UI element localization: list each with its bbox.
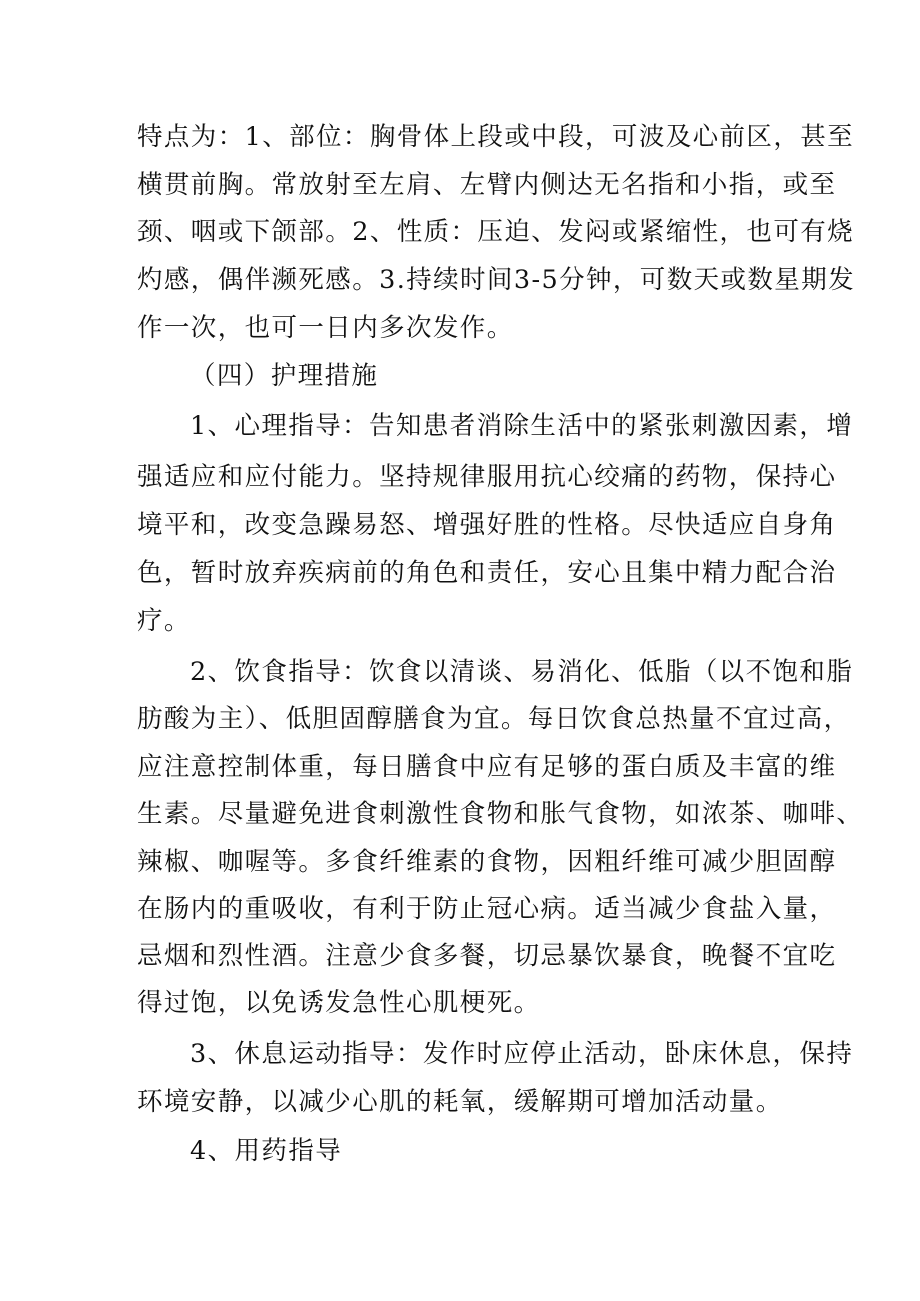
text-line: 环境安静，以减少心肌的耗氧，缓解期可增加活动量。 xyxy=(137,1087,783,1117)
text-line: 颈、咽或下颌部。2、性质：压迫、发闷或紧缩性，也可有烧 xyxy=(137,217,855,247)
paragraph-first-line: 4、用药指导 xyxy=(190,1136,343,1166)
text-line: 境平和，改变急躁易怒、增强好胜的性格。尽快适应自身角 xyxy=(137,510,837,540)
text-line: 作一次，也可一日内多次发作。 xyxy=(137,313,514,343)
text-line: 疗。 xyxy=(137,606,191,636)
text-line: 忌烟和烈性酒。注意少食多餐，切忌暴饮暴食，晚餐不宜吃 xyxy=(137,941,837,971)
paragraph-first-line: 2、饮食指导：饮食以清谈、易消化、低脂（以不饱和脂 xyxy=(190,657,854,687)
text-line: 横贯前胸。常放射至左肩、左臂内侧达无名指和小指，或至 xyxy=(137,170,837,200)
text-line: 在肠内的重吸收，有利于防止冠心病。适当减少食盐入量， xyxy=(137,894,837,924)
section-heading: （四）护理措施 xyxy=(190,361,379,391)
text-line: 辣椒、咖喔等。多食纤维素的食物，因粗纤维可减少胆固醇 xyxy=(137,847,837,877)
text-line: 肪酸为主）、低胆固醇膳食为宜。每日饮食总热量不宜过高， xyxy=(137,704,851,734)
text-line: 得过饱，以免诱发急性心肌梗死。 xyxy=(137,988,541,1018)
text-line: 生素。尽量避免进食刺激性食物和胀气食物，如浓茶、咖啡、 xyxy=(137,799,864,829)
paragraph-first-line: 3、休息运动指导：发作时应停止活动，卧床休息，保持 xyxy=(190,1039,854,1069)
text-line: 色，暂时放弃疾病前的角色和责任，安心且集中精力配合治 xyxy=(137,558,837,588)
paragraph-first-line: 1、心理指导：告知患者消除生活中的紧张刺激因素，增 xyxy=(190,411,854,441)
text-line: 应注意控制体重，每日膳食中应有足够的蛋白质及丰富的维 xyxy=(137,752,837,782)
text-line: 灼感，偶伴濒死感。3.持续时间3-5分钟，可数天或数星期发 xyxy=(137,265,855,295)
text-line: 强适应和应付能力。坚持规律服用抗心绞痛的药物，保持心 xyxy=(137,462,837,492)
text-line: 特点为：1、部位：胸骨体上段或中段，可波及心前区，甚至 xyxy=(137,122,855,152)
